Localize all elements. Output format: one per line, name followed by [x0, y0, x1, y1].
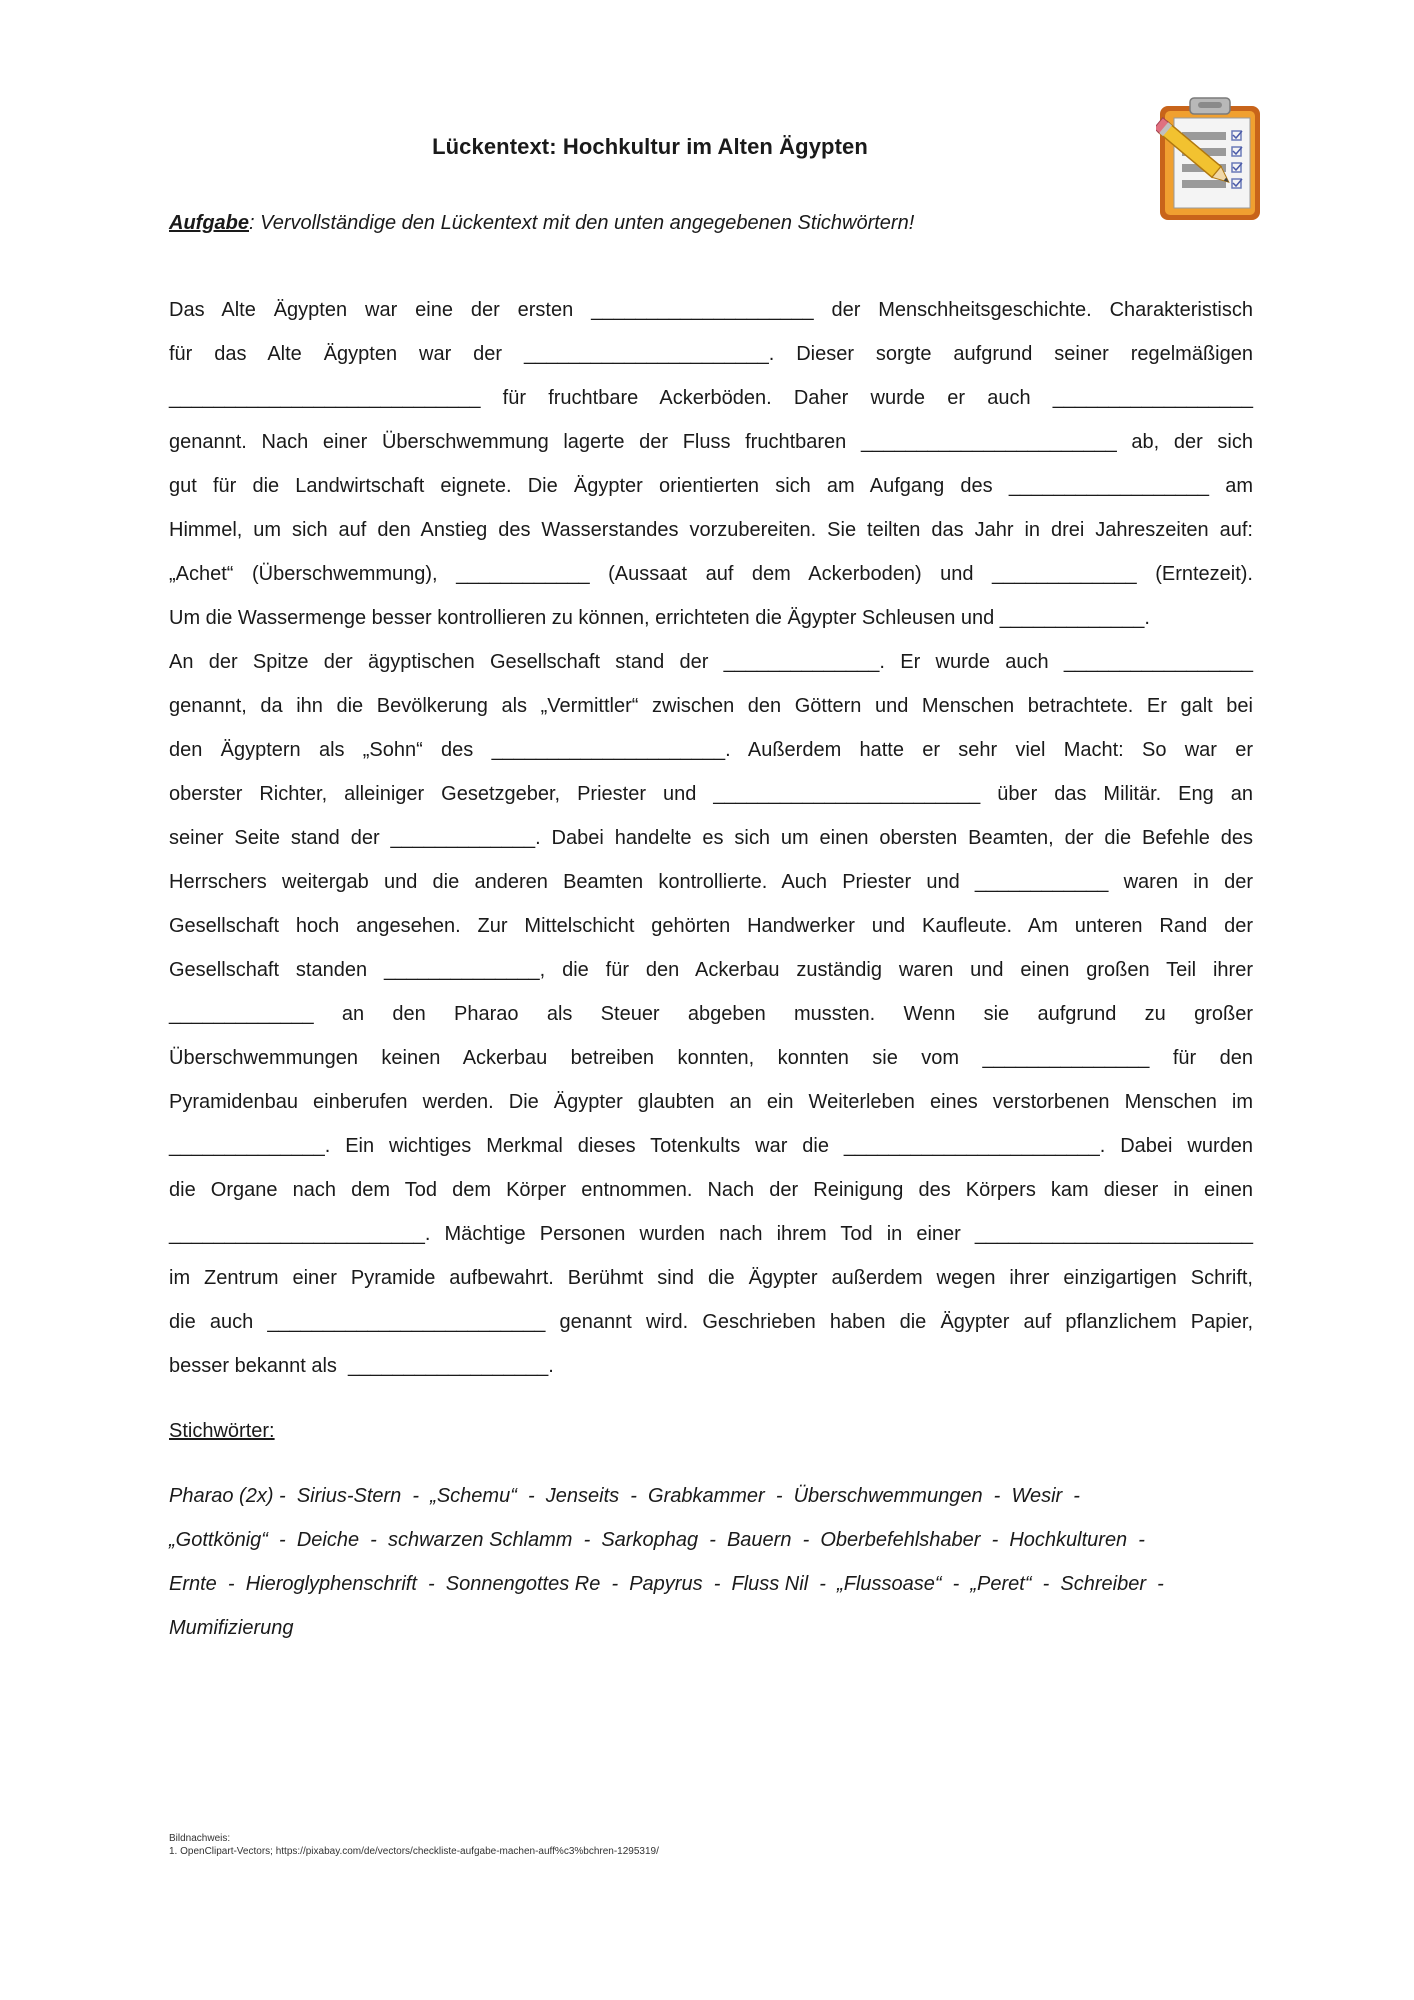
text-line: _____________ an den Pharao als Steuer abgeben mussten. Wenn sie aufgrund zu großer: [169, 1003, 1253, 1025]
text-line: _______________________. Mächtige Personen wurden nach ihrem Tod in einer _________________________: [169, 1223, 1253, 1245]
text-line: oberster Richter, alleiniger Gesetzgeber, Priester und ________________________ über das Militär. Eng an: [169, 783, 1253, 805]
keyword-list: [169, 1474, 1253, 1650]
text-line: im Zentrum einer Pyramide aufbewahrt. Berühmt sind die Ägypter außerdem wegen ihrer einzigartigen Schrift,: [169, 1267, 1253, 1289]
credits-entry: 1. OpenClipart-Vectors; https://pixabay.com/de/vectors/checkliste-aufgabe-machen-auff%c3%bchren-1295319/: [169, 1846, 659, 1857]
text-line: ____________________________ für fruchtbare Ackerböden. Daher wurde er auch __________________: [169, 387, 1253, 409]
text-line: Um die Wassermenge besser kontrollieren zu können, errichteten die Ägypter Schleusen und _____________.: [169, 607, 1150, 629]
text-line: gut für die Landwirtschaft eignete. Die Ägypter orientierten sich am Aufgang des __________________ am: [169, 475, 1253, 497]
text-line: Das Alte Ägypten war eine der ersten ____________________ der Menschheitsgeschichte. Charakteristisch: [169, 299, 1253, 321]
text-line: besser bekannt als __________________.: [169, 1355, 554, 1377]
text-line: Herrschers weitergab und die anderen Beamten kontrollierte. Auch Priester und ____________ waren in der: [169, 871, 1253, 893]
text-line: den Ägyptern als „Sohn“ des _____________________. Außerdem hatte er sehr viel Macht: So war er: [169, 739, 1253, 761]
text-line: seiner Seite stand der _____________. Dabei handelte es sich um einen obersten Beamten, der die Befehle des: [169, 827, 1253, 849]
text-line: genannt. Nach einer Überschwemmung lagerte der Fluss fruchtbaren _______________________ ab, der sich: [169, 431, 1253, 453]
keywords-heading: Stichwörter:: [169, 1420, 275, 1442]
text-line: Gesellschaft standen ______________, die für den Ackerbau zuständig waren und einen großen Teil ihrer: [169, 959, 1253, 981]
text-line: Überschwemmungen keinen Ackerbau betreiben konnten, konnten sie vom _______________ für den: [169, 1047, 1253, 1069]
text-line: genannt, da ihn die Bevölkerung als „Vermittler“ zwischen den Göttern und Menschen betrachtete. Er galt bei: [169, 695, 1253, 717]
credits-label: Bildnachweis:: [169, 1833, 231, 1844]
text-line: Pyramidenbau einberufen werden. Die Ägypter glaubten an ein Weiterleben eines verstorbenen Menschen im: [169, 1091, 1253, 1113]
text-line: „Achet“ (Überschwemmung), ____________ (Aussaat auf dem Ackerboden) und _____________ (Erntezeit).: [169, 563, 1253, 585]
keyword-line: Mumifizierung: [169, 1617, 294, 1639]
worksheet-title: Lückentext: Hochkultur im Alten Ägypten: [432, 134, 868, 159]
cloze-text: [169, 288, 1253, 1388]
task-instruction: [169, 212, 914, 235]
text-line: Gesellschaft hoch angesehen. Zur Mittelschicht gehörten Handwerker und Kaufleute. Am unteren Rand der: [169, 915, 1253, 937]
text-line: Himmel, um sich auf den Anstieg des Wasserstandes vorzubereiten. Sie teilten das Jahr in drei Jahreszeiten auf:: [169, 519, 1253, 541]
image-credits: [169, 1832, 659, 1858]
clipboard-checklist-icon: [1156, 96, 1264, 224]
keyword-line: „Gottkönig“ - Deiche - schwarzen Schlamm - Sarkophag - Bauern - Oberbefehlshaber - Hochkulturen -: [169, 1529, 1145, 1551]
task-text: : Vervollständige den Lückentext mit den unten angegebenen Stichwörtern!: [249, 212, 915, 234]
text-line: für das Alte Ägypten war der ______________________. Dieser sorgte aufgrund seiner regelmäßigen: [169, 343, 1253, 365]
text-line: ______________. Ein wichtiges Merkmal dieses Totenkults war die _______________________. Dabei wurden: [169, 1135, 1253, 1157]
text-line: die Organe nach dem Tod dem Körper entnommen. Nach der Reinigung des Körpers kam dieser in einen: [169, 1179, 1253, 1201]
keyword-line: Pharao (2x) - Sirius-Stern - „Schemu“ - Jenseits - Grabkammer - Überschwemmungen - Wesir -: [169, 1485, 1080, 1507]
keyword-line: Ernte - Hieroglyphenschrift - Sonnengottes Re - Papyrus - Fluss Nil - „Flussoase“ - „Peret“ - Schreiber -: [169, 1573, 1164, 1595]
text-line: An der Spitze der ägyptischen Gesellschaft stand der ______________. Er wurde auch _________________: [169, 651, 1253, 673]
text-line: die auch _________________________ genannt wird. Geschrieben haben die Ägypter auf pflanzlichem Papier,: [169, 1311, 1253, 1333]
task-label: Aufgabe: [169, 212, 249, 234]
